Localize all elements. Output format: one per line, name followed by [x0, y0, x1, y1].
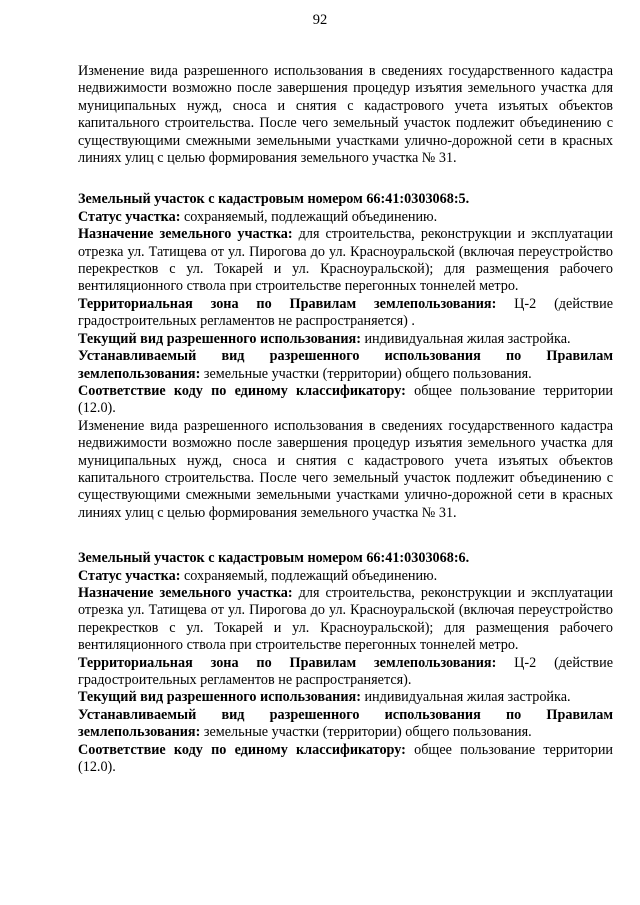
zone-line: [78, 655, 613, 690]
status-label: Статус участка:: [78, 567, 181, 584]
change-paragraph: Изменение вида разрешенного использования в сведениях государственного кадастра недвижимости возможно после завершения процедур изъятия земельного участка для муниципальных нужд, сноса и снятия с кадастрового учета изъятых объектов капитального строительства. После чего земельный участок подлежит объединению с существующими смежными земельными участками улично-дорожной сети в красных линиях улиц с целью формирования земельного участка № 31.: [78, 417, 613, 521]
page-content: [78, 63, 613, 776]
purpose-line: [78, 585, 613, 655]
set-use-value: земельные участки (территории) общего пользования.: [200, 724, 532, 741]
set-use-line: [78, 348, 613, 383]
code-label: Соответствие коду по единому классификатору:: [78, 741, 406, 758]
purpose-label: Назначение земельного участка:: [78, 584, 293, 601]
status-value: сохраняемый, подлежащий объединению.: [180, 567, 438, 584]
purpose-label: Назначение земельного участка:: [78, 226, 293, 243]
status-line: [78, 209, 613, 226]
zone-label: Территориальная зона по Правилам землепользования:: [78, 654, 497, 671]
current-use-label: Текущий вид разрешенного использования:: [78, 689, 361, 706]
purpose-value: для строительства, реконструкции и эксплуатации отрезка ул. Татищева от ул. Пирогова до ул. Красноуральской (включая переустройство перекрестков с ул. Токарей и ул. Красноуральской); для размещения рабочего вентиляционного ствола при строительстве перегонных тоннелей метро.: [78, 584, 613, 654]
current-use-value: индивидуальная жилая застройка.: [360, 330, 571, 347]
zone-value: Ц-2 (действие градостроительных регламентов не распространяется).: [78, 654, 614, 688]
intro-paragraph: Изменение вида разрешенного использования в сведениях государственного кадастра недвижимости возможно после завершения процедур изъятия земельного участка для муниципальных нужд, сноса и снятия с кадастрового учета изъятых объектов капитального строительства. После чего земельный участок подлежит объединению с существующими смежными земельными участками улично-дорожной сети в красных линиях улиц с целью формирования земельного участка № 31.: [78, 63, 613, 167]
status-value: сохраняемый, подлежащий объединению.: [180, 208, 438, 225]
code-line: [78, 383, 613, 418]
section-spacer: [78, 167, 613, 191]
code-line: [78, 742, 613, 777]
zone-value: Ц-2 (действие градостроительных регламентов не распространяется) .: [78, 295, 614, 330]
current-use-line: [78, 331, 613, 348]
parcel-section-6: [78, 550, 613, 776]
status-label: Статус участка:: [78, 208, 181, 225]
parcel-title: Земельный участок с кадастровым номером 66:41:0303068:6.: [78, 550, 470, 567]
code-label: Соответствие коду по единому классификатору:: [78, 382, 406, 399]
set-use-value: земельные участки (территории) общего пользования.: [200, 365, 532, 382]
zone-label: Территориальная зона по Правилам землепользования:: [78, 295, 497, 312]
purpose-line: [78, 226, 613, 296]
code-value: общее пользование территории (12.0).: [78, 741, 614, 776]
parcel-title: Земельный участок с кадастровым номером 66:41:0303068:5.: [78, 191, 470, 208]
current-use-label: Текущий вид разрешенного использования:: [78, 330, 361, 347]
set-use-label: Устанавливаемый вид разрешенного использования по Правилам землепользования:: [78, 348, 613, 382]
set-use-label: Устанавливаемый вид разрешенного использования по Правилам землепользования:: [78, 706, 613, 741]
parcel-section-5: [78, 191, 613, 522]
section-spacer: [78, 522, 613, 550]
status-line: [78, 568, 613, 585]
set-use-line: [78, 707, 613, 742]
page-number: 92: [312, 12, 328, 28]
zone-line: [78, 296, 613, 331]
current-use-value: индивидуальная жилая застройка.: [360, 689, 571, 706]
purpose-value: для строительства, реконструкции и эксплуатации отрезка ул. Татищева от ул. Пирогова до ул. Красноуральской (включая переустройство перекрестков с ул. Токарей и ул. Красноуральской); для размещения рабочего вентиляционного ствола при строительстве перегонных тоннелей метро.: [78, 226, 613, 295]
code-value: общее пользование территории (12.0).: [78, 382, 614, 417]
current-use-line: [78, 689, 613, 706]
